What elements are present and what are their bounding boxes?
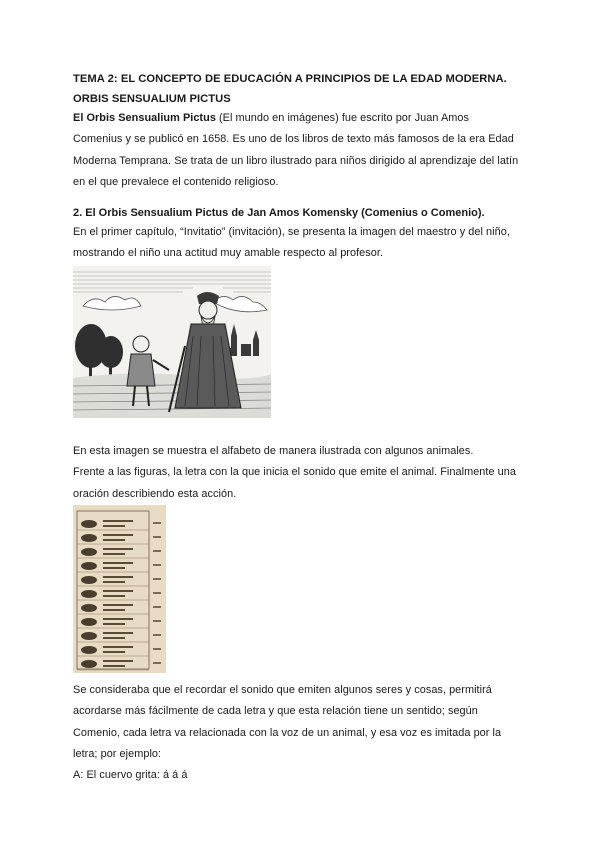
intro-paragraph bbox=[73, 108, 533, 193]
alphabet-paragraph bbox=[73, 441, 533, 505]
alphabet-line-2: Frente a las figuras, la letra con la que inicia el sonido que emite el animal. Finalmente una bbox=[73, 466, 516, 479]
woodcut-illustration bbox=[73, 266, 271, 418]
closing-line-1: Se consideraba que el recordar el sonido que emiten algunos seres y cosas, permitirá bbox=[73, 684, 492, 696]
alphabet-page-illustration bbox=[73, 505, 166, 673]
woodcut-teacher-child-image bbox=[73, 266, 271, 418]
title-line-1: TEMA 2: EL CONCEPTO DE EDUCACIÓN A PRINCIPIOS DE LA EDAD MODERNA. bbox=[73, 73, 507, 85]
intro-bold-term: El Orbis Sensualium Pictus bbox=[73, 112, 216, 124]
section-2-line-2: mostrando el niño una actitud muy amable respecto al profesor. bbox=[73, 247, 384, 260]
section-2-heading: 2. El Orbis Sensualium Pictus de Jan Amos Komensky (Comenius o Comenio). bbox=[73, 207, 485, 219]
closing-line-2: acordarse más fácilmente de cada letra y que esta relación tiene un sentido; según bbox=[73, 705, 478, 718]
intro-line-1 bbox=[73, 108, 533, 129]
title-line-2: ORBIS SENSUALIUM PICTUS bbox=[73, 93, 231, 105]
intro-line-4: en el que prevalece el contenido religioso. bbox=[73, 175, 279, 188]
section-2-paragraph bbox=[73, 222, 533, 265]
alphabet-line-1: En esta imagen se muestra el alfabeto de manera ilustrada con algunos animales. bbox=[73, 445, 474, 457]
intro-line-1-rest: (El mundo en imágenes) fue escrito por Juan Amos bbox=[215, 112, 469, 124]
closing-line-5: A: El cuervo grita: á á á bbox=[73, 769, 188, 782]
intro-line-3: Moderna Temprana. Se trata de un libro ilustrado para niños dirigido al aprendizaje del latín bbox=[73, 154, 519, 167]
alphabet-animals-image bbox=[73, 505, 166, 673]
closing-paragraph bbox=[73, 680, 533, 786]
intro-line-2: Comenius y se publicó en 1658. Es uno de los libros de texto más famosos de la era Edad bbox=[73, 133, 514, 146]
section-2-line-1: En el primer capítulo, “Invitatio” (invitación), se presenta la imagen del maestro y del niño, bbox=[73, 226, 510, 238]
closing-line-3: Comenio, cada letra va relacionada con la voz de un animal, y esa voz es imitada por la bbox=[73, 726, 502, 739]
alphabet-line-3: oración describiendo esta acción. bbox=[73, 487, 237, 500]
closing-line-4: letra; por ejemplo: bbox=[73, 747, 162, 760]
page-title bbox=[73, 69, 533, 109]
